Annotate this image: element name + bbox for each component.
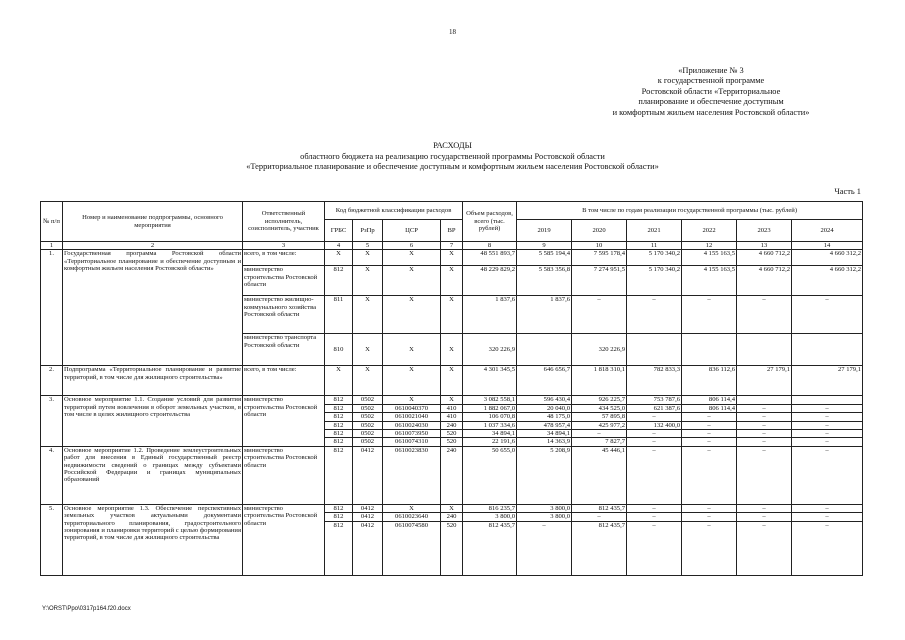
cell-vr: 520 (441, 438, 463, 446)
cell-year: – (682, 413, 737, 421)
cell-year: – (627, 513, 682, 521)
row-number: 5. (41, 504, 63, 575)
cell-year: 806 114,4 (682, 404, 737, 412)
cell-year: – (792, 296, 863, 334)
cell-year: – (682, 430, 737, 438)
cell-year: 48 175,0 (517, 413, 572, 421)
cell-csr: 0610024030 (383, 421, 441, 429)
cell-year: 1 837,6 (517, 296, 572, 334)
cell-vr: 240 (441, 446, 463, 504)
cell-grbs: 812 (325, 396, 353, 404)
cell-year: – (737, 513, 792, 521)
cell-grbs: 812 (325, 513, 353, 521)
part-label: Часть 1 (834, 187, 861, 196)
cell-total: 816 235,7 (463, 504, 517, 512)
cell-year: – (737, 413, 792, 421)
cell-total: 1 837,6 (463, 296, 517, 334)
col-number: 1 (41, 242, 63, 250)
cell-year: 478 957,4 (517, 421, 572, 429)
cell-year: 806 114,4 (682, 396, 737, 404)
cell-year: – (737, 421, 792, 429)
cell-year: 45 446,1 (572, 446, 627, 504)
cell-year: – (682, 438, 737, 446)
cell-year: – (682, 421, 737, 429)
cell-year (737, 334, 792, 366)
cell-year: 646 656,7 (517, 366, 572, 396)
cell-csr: 0610040370 (383, 404, 441, 412)
cell-year: 4 155 163,5 (682, 250, 737, 266)
cell-year: – (682, 296, 737, 334)
cell-rzpr: X (353, 366, 383, 396)
cell-total: 48 229 829,2 (463, 266, 517, 296)
cell-year: – (737, 446, 792, 504)
cell-year: – (627, 446, 682, 504)
cell-year: 14 363,9 (517, 438, 572, 446)
header-year: 2019 (517, 220, 572, 242)
cell-year: – (792, 521, 863, 575)
cell-vr: X (441, 366, 463, 396)
row-number: 4. (41, 446, 63, 504)
cell-total: 4 301 345,5 (463, 366, 517, 396)
cell-year: 812 435,7 (572, 504, 627, 512)
header-total: Объем расходов, всего (тыс. рублей) (463, 202, 517, 242)
cell-year (792, 334, 863, 366)
cell-year (682, 334, 737, 366)
cell-year: – (737, 504, 792, 512)
cell-year: 20 040,0 (517, 404, 572, 412)
cell-rzpr: 0412 (353, 504, 383, 512)
cell-vr: 520 (441, 430, 463, 438)
cell-grbs: 812 (325, 421, 353, 429)
cell-total: 34 894,1 (463, 430, 517, 438)
appendix-line: к государственной программе (657, 76, 765, 86)
cell-year: 596 430,4 (517, 396, 572, 404)
cell-year: – (572, 296, 627, 334)
cell-year (792, 396, 863, 404)
cell-rzpr: 0502 (353, 404, 383, 412)
cell-year: 5 170 340,2 (627, 250, 682, 266)
cell-grbs: 811 (325, 296, 353, 334)
cell-year: 434 525,0 (572, 404, 627, 412)
cell-rzpr: X (353, 334, 383, 366)
cell-csr: X (383, 296, 441, 334)
row-name: Государственная программа Ростовской области «Территориальное планирование и обеспечение доступным и комфортным жильем населения Ростовской области» (63, 250, 243, 366)
row-responsible: министерство строительства Ростовской области (243, 396, 325, 446)
header-grbs: ГРБС (325, 220, 353, 242)
header-year: 2022 (682, 220, 737, 242)
budget-table (40, 201, 863, 576)
cell-grbs: 812 (325, 504, 353, 512)
header-year: 2020 (572, 220, 627, 242)
cell-total: 22 191,6 (463, 438, 517, 446)
cell-grbs: 810 (325, 334, 353, 366)
cell-csr: X (383, 250, 441, 266)
cell-csr: 0610074310 (383, 438, 441, 446)
table-row (41, 366, 863, 396)
cell-total: 50 655,0 (463, 446, 517, 504)
cell-rzpr: 0412 (353, 513, 383, 521)
cell-year: 7 274 951,5 (572, 266, 627, 296)
row-responsible: министерство строительства Ростовской области (243, 266, 325, 296)
cell-year: 7 595 178,4 (572, 250, 627, 266)
cell-year: – (792, 513, 863, 521)
cell-grbs: X (325, 250, 353, 266)
cell-csr: 0610023640 (383, 513, 441, 521)
cell-year: – (682, 521, 737, 575)
cell-total: 48 551 893,7 (463, 250, 517, 266)
row-responsible: всего, в том числе: (243, 250, 325, 266)
cell-csr: X (383, 504, 441, 512)
row-name: Основное мероприятие 1.1. Создание условий для развития территорий путем вовлечения в оборот земельных участков, в том числе в целях жилищного строительства (63, 396, 243, 446)
cell-year: – (737, 521, 792, 575)
header-years-title: В том числе по годам реализации государственной программы (тыс. рублей) (517, 202, 863, 220)
cell-year: 57 895,8 (572, 413, 627, 421)
cell-vr: X (441, 334, 463, 366)
cell-year: – (627, 504, 682, 512)
cell-year: 132 400,0 (627, 421, 682, 429)
cell-year: – (737, 438, 792, 446)
cell-year: – (792, 438, 863, 446)
cell-total: 1 882 067,0 (463, 404, 517, 412)
appendix-line: Ростовской области «Территориальное (641, 86, 781, 96)
cell-grbs: 812 (325, 438, 353, 446)
cell-grbs: 812 (325, 413, 353, 421)
cell-csr: 0610021040 (383, 413, 441, 421)
cell-year: 836 112,6 (682, 366, 737, 396)
cell-total: 106 070,8 (463, 413, 517, 421)
cell-rzpr: X (353, 250, 383, 266)
cell-vr: X (441, 266, 463, 296)
heading-subtitle: областного бюджета на реализацию государственной программы Ростовской области (300, 151, 605, 161)
col-number: 10 (572, 242, 627, 250)
row-number: 1. (41, 250, 63, 366)
cell-rzpr: X (353, 266, 383, 296)
heading-program: «Территориальное планирование и обеспечение доступным и комфортным жильем населения Ростовской области» (246, 162, 659, 172)
appendix-line: планирование и обеспечение доступным (638, 97, 784, 107)
cell-rzpr: 0412 (353, 521, 383, 575)
cell-year: 4 660 312,2 (792, 266, 863, 296)
cell-total: 1 037 334,6 (463, 421, 517, 429)
table-row (41, 396, 863, 404)
header-responsible: Ответственный исполнитель, соисполнитель, участник (243, 202, 325, 242)
cell-vr: X (441, 296, 463, 334)
col-number: 13 (737, 242, 792, 250)
cell-year: – (572, 430, 627, 438)
cell-year: – (627, 430, 682, 438)
cell-year: – (792, 413, 863, 421)
cell-grbs: 812 (325, 404, 353, 412)
cell-year: 782 833,3 (627, 366, 682, 396)
heading-title: РАСХОДЫ (433, 141, 472, 150)
cell-year: – (682, 504, 737, 512)
row-responsible: всего, в том числе: (243, 366, 325, 396)
col-number: 5 (353, 242, 383, 250)
cell-year: – (792, 504, 863, 512)
col-number: 7 (441, 242, 463, 250)
cell-year (627, 334, 682, 366)
cell-year: 753 787,6 (627, 396, 682, 404)
col-number: 4 (325, 242, 353, 250)
appendix-line: «Приложение № 3 (678, 66, 744, 75)
row-name: Подпрограмма «Территориальное планирование и развитие территорий, в том числе для жилищного строительства» (63, 366, 243, 396)
cell-vr: X (441, 396, 463, 404)
cell-year: – (792, 421, 863, 429)
col-number: 6 (383, 242, 441, 250)
cell-rzpr: 0502 (353, 396, 383, 404)
cell-year: 1 818 310,1 (572, 366, 627, 396)
row-responsible: министерство строительства Ростовской области (243, 504, 325, 575)
cell-grbs: X (325, 366, 353, 396)
cell-year: 425 977,2 (572, 421, 627, 429)
cell-year: 5 585 194,4 (517, 250, 572, 266)
cell-year: – (627, 413, 682, 421)
cell-year: – (682, 446, 737, 504)
col-number: 2 (63, 242, 243, 250)
cell-year (517, 334, 572, 366)
col-number: 14 (792, 242, 863, 250)
cell-year: 7 827,7 (572, 438, 627, 446)
cell-vr: 240 (441, 421, 463, 429)
column-number-row (41, 242, 863, 250)
cell-csr: X (383, 366, 441, 396)
cell-csr: X (383, 396, 441, 404)
cell-year: – (572, 513, 627, 521)
cell-year: 5 208,9 (517, 446, 572, 504)
cell-year: – (737, 430, 792, 438)
cell-year: – (627, 521, 682, 575)
header-year: 2023 (737, 220, 792, 242)
cell-year (737, 396, 792, 404)
cell-vr: 410 (441, 413, 463, 421)
cell-grbs: 812 (325, 266, 353, 296)
cell-year: 5 170 340,2 (627, 266, 682, 296)
header-rzpr: РзПр (353, 220, 383, 242)
table-row (41, 446, 863, 504)
page-number: 18 (449, 28, 456, 36)
col-number: 9 (517, 242, 572, 250)
cell-rzpr: 0502 (353, 438, 383, 446)
cell-grbs: 812 (325, 521, 353, 575)
cell-year: – (627, 296, 682, 334)
appendix-note (561, 66, 861, 118)
cell-total: 320 226,9 (463, 334, 517, 366)
cell-year: – (682, 513, 737, 521)
cell-year: – (792, 404, 863, 412)
cell-year: 4 155 163,5 (682, 266, 737, 296)
cell-vr: X (441, 250, 463, 266)
table-row (41, 250, 863, 266)
col-number: 8 (463, 242, 517, 250)
cell-total: 3 800,0 (463, 513, 517, 521)
col-number: 11 (627, 242, 682, 250)
header-csr: ЦСР (383, 220, 441, 242)
header-code: Код бюджетной классификации расходов (325, 202, 463, 220)
cell-year: 3 800,0 (517, 513, 572, 521)
cell-rzpr: X (353, 296, 383, 334)
cell-year: 3 800,0 (517, 504, 572, 512)
cell-csr: X (383, 334, 441, 366)
cell-year: 5 583 356,8 (517, 266, 572, 296)
cell-year: 34 894,1 (517, 430, 572, 438)
cell-vr: 520 (441, 521, 463, 575)
header-year: 2021 (627, 220, 682, 242)
cell-csr: 0610023830 (383, 446, 441, 504)
header-num: № п/п (41, 202, 63, 242)
cell-year: – (737, 404, 792, 412)
table-row (41, 504, 863, 512)
row-name: Основное мероприятие 1.2. Проведение землеустроительных работ для внесения в Единый государственный реестр недвижимости сведений о границах между субъектами Российской Федерации и границах муниципальных образований (63, 446, 243, 504)
cell-year: – (792, 446, 863, 504)
row-responsible: министерство жилищно-коммунального хозяйства Ростовской области (243, 296, 325, 334)
cell-grbs: 812 (325, 446, 353, 504)
row-number: 2. (41, 366, 63, 396)
cell-rzpr: 0412 (353, 446, 383, 504)
cell-csr: X (383, 266, 441, 296)
header-year: 2024 (792, 220, 863, 242)
cell-total: 812 435,7 (463, 521, 517, 575)
cell-year: 4 660 712,2 (737, 250, 792, 266)
cell-year: 926 225,7 (572, 396, 627, 404)
cell-total: 3 082 558,1 (463, 396, 517, 404)
col-number: 3 (243, 242, 325, 250)
cell-year: 812 435,7 (572, 521, 627, 575)
header-vr: ВР (441, 220, 463, 242)
cell-grbs: 812 (325, 430, 353, 438)
col-number: 12 (682, 242, 737, 250)
header-name: Номер и наименование подпрограммы, основного мероприятия (63, 202, 243, 242)
cell-year: – (627, 438, 682, 446)
cell-year: 27 179,1 (737, 366, 792, 396)
row-responsible: министерство транспорта Ростовской области (243, 334, 325, 366)
cell-rzpr: 0502 (353, 413, 383, 421)
row-name: Основное мероприятие 1.3. Обеспечение перспективных земельных участков актуальными документами территориального планирования, градостроительного зонирования и планировки территорий с целью формирования территорий, в том числе для жилищного строительства (63, 504, 243, 575)
cell-vr: X (441, 504, 463, 512)
row-responsible: министерство строительства Ростовской области (243, 446, 325, 504)
cell-rzpr: 0502 (353, 430, 383, 438)
appendix-line: и комфортным жильем населения Ростовской области» (612, 107, 810, 117)
cell-rzpr: 0502 (353, 421, 383, 429)
cell-year: 4 660 712,2 (737, 266, 792, 296)
cell-csr: 0610073950 (383, 430, 441, 438)
cell-year: – (517, 521, 572, 575)
row-number: 3. (41, 396, 63, 446)
cell-year: 27 179,1 (792, 366, 863, 396)
cell-csr: 0610074580 (383, 521, 441, 575)
cell-year: 4 660 312,2 (792, 250, 863, 266)
cell-year: 320 226,9 (572, 334, 627, 366)
cell-vr: 240 (441, 513, 463, 521)
cell-year: – (737, 296, 792, 334)
document-heading (0, 141, 905, 173)
cell-year: – (792, 430, 863, 438)
file-path-footer: Y:\ORST\Ppo\0317p164.f20.docx (42, 606, 131, 612)
cell-vr: 410 (441, 404, 463, 412)
cell-year: 621 387,6 (627, 404, 682, 412)
